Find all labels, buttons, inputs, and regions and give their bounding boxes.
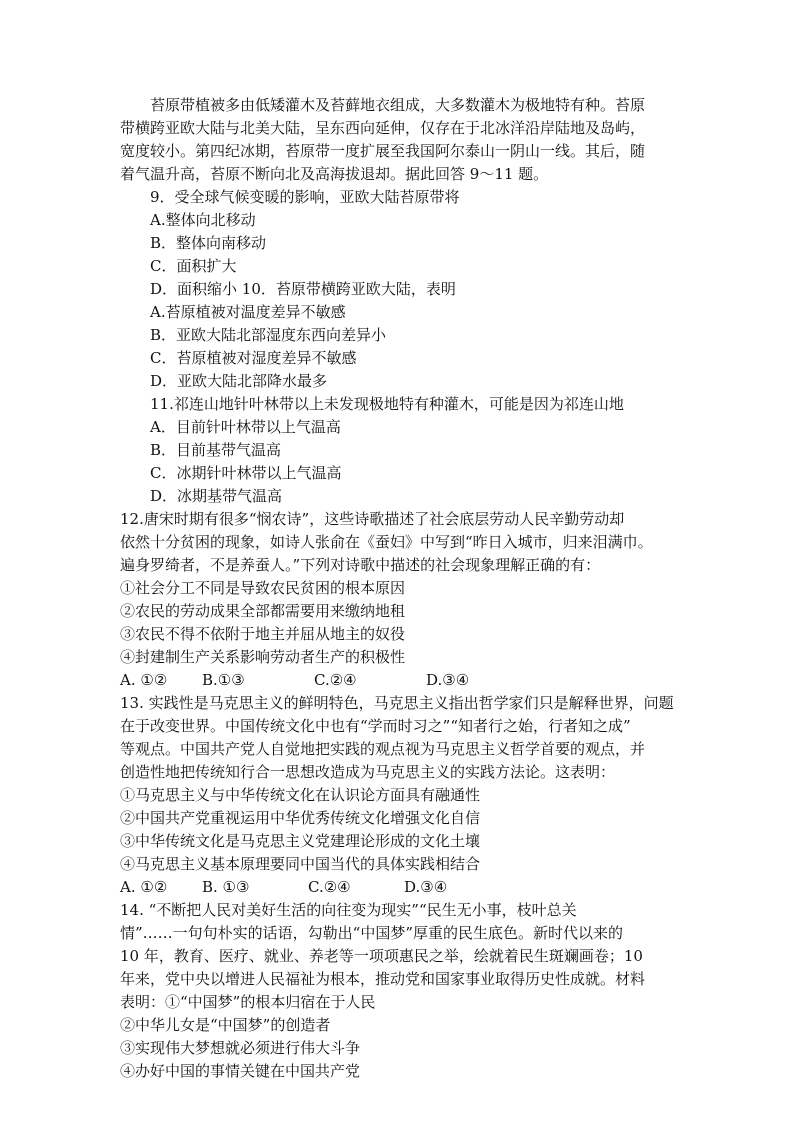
question-13-choice-a: A. ①② — [120, 878, 168, 896]
question-12-choice-b: B.①③ — [202, 671, 245, 689]
question-12-choice-a: A. ①② — [120, 671, 168, 689]
question-12-statement-3: ③农民不得不依附于地主并屈从地主的奴役 — [120, 625, 406, 643]
question-11-option-c: C．冰期针叶林带以上气温高 — [150, 464, 342, 482]
question-13-stem-1: 13. 实践性是马克思主义的鲜明特色，马克思主义指出哲学家们只是解释世界，问题 — [120, 694, 674, 712]
passage-line-4: 着气温升高，苔原不断向北及高海拔退却。据此回答 9～11 题。 — [120, 165, 549, 183]
question-12-choice-c: C.②④ — [314, 671, 357, 689]
question-13-statement-3: ③中华传统文化是马克思主义党建理论形成的文化土壤 — [120, 832, 481, 850]
question-14-statement-3: ③实现伟大梦想就必须进行伟大斗争 — [120, 1039, 361, 1057]
question-11-option-a: A．目前针叶林带以上气温高 — [150, 418, 341, 436]
question-14-stem-2: 情”……一句句朴实的话语，勾勒出“中国梦”厚重的民生底色。新时代以来的 — [120, 924, 624, 942]
question-12-choice-d: D.③④ — [426, 671, 470, 689]
question-11-stem: 11.祁连山地针叶林带以上未发现极地特有种灌木，可能是因为祁连山地 — [150, 395, 624, 413]
question-10-option-c: C．苔原植被对湿度差异不敏感 — [150, 349, 357, 367]
question-13-statement-2: ②中国共产党重视运用中华优秀传统文化增强文化自信 — [120, 809, 481, 827]
question-11-option-b: B．目前基带气温高 — [150, 441, 282, 459]
question-11-option-d: D．冰期基带气温高 — [150, 487, 283, 505]
question-13-stem-2: 在于改变世界。中国传统文化中也有“学而时习之”“知者行之始，行者知之成” — [120, 717, 631, 735]
question-13-choices — [120, 876, 464, 898]
question-13-stem-3: 等观点。中国共产党人自觉地把实践的观点视为马克思主义哲学首要的观点，并 — [120, 740, 646, 758]
question-13-choice-d: D.③④ — [404, 878, 448, 896]
question-9-option-a: A.整体向北移动 — [150, 211, 256, 229]
question-9-stem: 9．受全球气候变暖的影响，亚欧大陆苔原带将 — [150, 188, 460, 206]
passage-line-1: 苔原带植被多由低矮灌木及苔藓地衣组成，大多数灌木为极地特有种。苔原 — [150, 96, 646, 114]
question-10-option-d: D．亚欧大陆北部降水最多 — [150, 372, 328, 390]
question-10-option-b: B．亚欧大陆北部湿度东西向差异小 — [150, 326, 387, 344]
question-12-statement-2: ②农民的劳动成果全部都需要用来缴纳地租 — [120, 602, 406, 620]
question-14-statement-4: ④办好中国的事情关键在中国共产党 — [120, 1062, 361, 1080]
question-10-option-a: A.苔原植被对温度差异不敏感 — [150, 303, 346, 321]
question-9-option-c: C．面积扩大 — [150, 257, 237, 275]
question-13-choice-c: C.②④ — [308, 878, 351, 896]
question-14-statement-2: ②中华儿女是“中国梦”的创造者 — [120, 1016, 331, 1034]
question-12-stem-2: 依然十分贫困的现象，如诗人张俞在《蚕妇》中写到“昨日入城市，归来泪满巾。 — [120, 533, 653, 551]
question-9-option-d-and-q10-stem: D．面积缩小 10．苔原带横跨亚欧大陆，表明 — [150, 280, 456, 298]
question-12-statement-1: ①社会分工不同是导致农民贫困的根本原因 — [120, 579, 406, 597]
question-14-stem-3: 10 年，教育、医疗、就业、养老等一项项惠民之举，绘就着民生斑斓画卷；10 — [120, 947, 643, 965]
question-14-stem-1: 14. “不断把人民对美好生活的向往变为现实”“民生无小事，枝叶总关 — [120, 901, 577, 919]
question-14-stem-5: 表明：①“中国梦”的根本归宿在于人民 — [120, 993, 376, 1011]
question-13-stem-4: 创造性地把传统知行合一思想改造成为马克思主义的实践方法论。这表明： — [120, 763, 616, 781]
question-12-statement-4: ④封建制生产关系影响劳动者生产的积极性 — [120, 648, 406, 666]
question-12-stem-3: 遍身罗绮者，不是养蚕人。”下列对诗歌中描述的社会现象理解正确的有： — [120, 556, 601, 574]
question-13-statement-1: ①马克思主义与中华传统文化在认识论方面具有融通性 — [120, 786, 481, 804]
question-12-stem-1: 12.唐宋时期有很多“悯农诗”，这些诗歌描述了社会底层劳动人民辛勤劳动却 — [120, 510, 625, 528]
question-13-choice-b: B. ①③ — [202, 878, 250, 896]
question-14-stem-4: 年来，党中央以增进人民福祉为根本，推动党和国家事业取得历史性成就。材料 — [120, 970, 646, 988]
question-13-statement-4: ④马克思主义基本原理要同中国当代的具体实践相结合 — [120, 855, 481, 873]
passage-line-3: 宽度较小。第四纪冰期，苔原带一度扩展至我国阿尔泰山一阴山一线。其后，随 — [120, 142, 646, 160]
question-12-choices — [120, 669, 486, 691]
passage-line-2: 带横跨亚欧大陆与北美大陆，呈东西向延伸，仅存在于北冰洋沿岸陆地及岛屿， — [120, 119, 646, 137]
question-9-option-b: B．整体向南移动 — [150, 234, 267, 252]
